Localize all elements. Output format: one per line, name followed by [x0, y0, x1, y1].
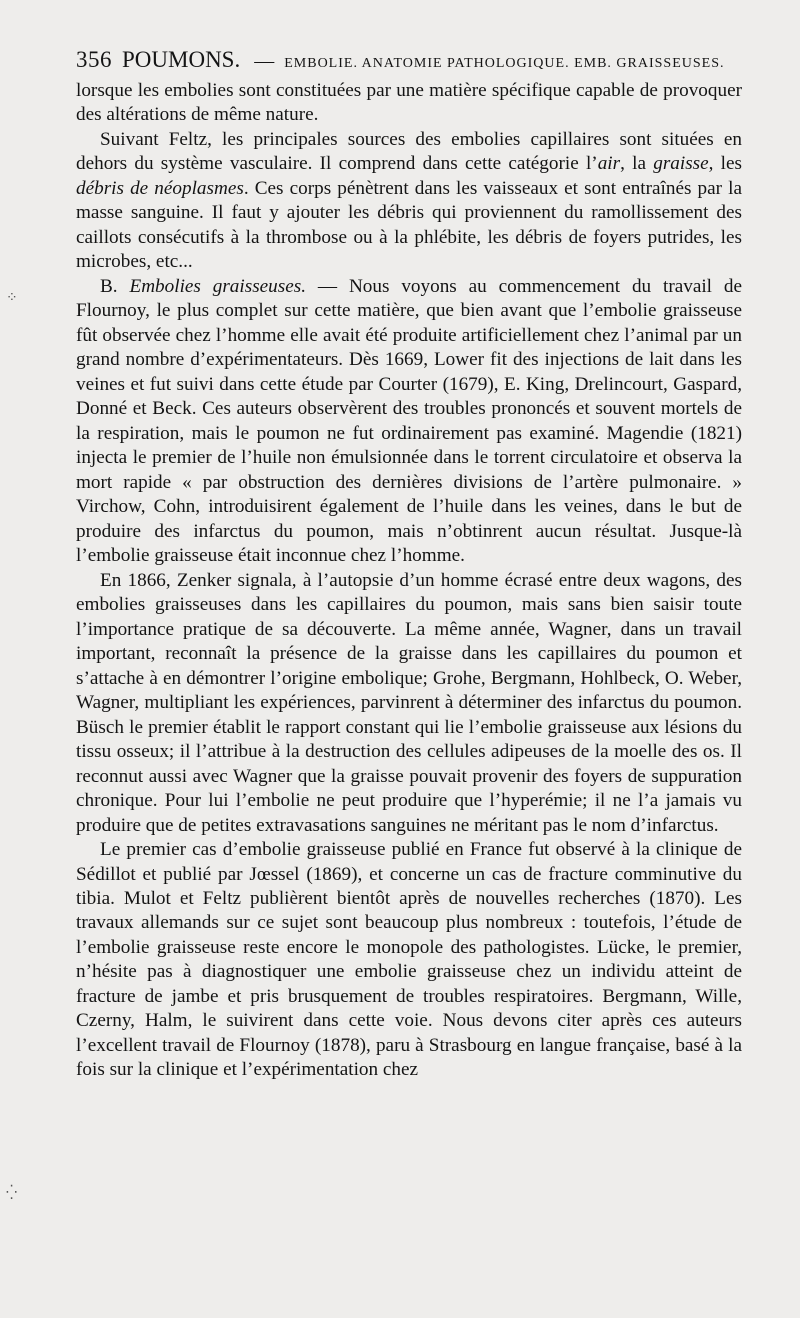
paragraph-2	[76, 128, 742, 275]
paragraph-3-text-a: B.	[100, 275, 130, 297]
italic-graisse: graisse	[653, 153, 709, 175]
paragraph-2-text-c: , les	[708, 153, 743, 175]
paragraph-2-text-d: . Ces corps pénètrent dans les vaisseaux et sont entraînés par la masse sanguine. Il faut y ajouter les débris qui proviennent du ramollissement des caillots consécutifs à la thrombose ou à la phlébite, les débris de foyers putrides, les microbes, etc...	[76, 177, 742, 273]
paragraph-5: Le premier cas d’embolie graisseuse publié en France fut observé à la clinique de Sédillot et publié par Jœssel (1869), et concerne un cas de fracture comminutive du tibia. Mulot et Feltz publièrent bientôt après de nouvelles recherches (1870). Les travaux allemands sur ce sujet sont beaucoup plus nombreux : toutefois, l’étude de l’embolie graisseuse reste encore le monopole des pathologistes. Lücke, le premier, n’hésite pas à diagnostiquer une embolie graisseuse chez un individu atteint de fracture de jambe et pris brusquement de troubles respiratoires. Bergmann, Wille, Czerny, Halm, le suivirent dans cette voie. Nous devons citer après ces auteurs l’excellent travail de Flournoy (1878), paru à Strasbourg en langue française, basé à la fois sur la clinique et l’expérimentation chez	[76, 839, 742, 1081]
header-subtitle: EMBOLIE. ANATOMIE PATHOLOGIQUE. EMB. GRAISSEUSES.	[284, 56, 725, 71]
paragraph-2-text-b: , la	[620, 153, 654, 175]
paragraph-4: En 1866, Zenker signala, à l’autopsie d’un homme écrasé entre deux wagons, des embolies graisseuses dans les capillaires du poumon, mais sans bien saisir toute l’importance pratique de sa découverte. La même année, Wagner, dans un travail important, reconnaît la présence de la graisse dans les capillaires du poumon et s’attache à en démontrer l’origine embolique; Grohe, Bergmann, Hohlbeck, O. Weber, Wagner, multipliant les expériences, parvinrent à déterminer des infarctus du poumon. Büsch le premier établit le rapport constant qui lie l’embolie graisseuse aux lésions du tissu osseux; il l’attribue à la destruction des cellules adipeuses de la moelle des os. Il reconnut aussi avec Wagner que la graisse pouvait provenir des foyers de suppuration chronique. Pour lui l’embolie ne peut produire que l’hyperémie; il ne l’a jamais vu produire que de petites extravasations sanguines ne méritant pas le nom d’infarctus.	[76, 569, 742, 836]
header-dash: —	[254, 50, 275, 72]
paragraph-2-text-a: Suivant Feltz, les principales sources des embolies capillaires sont situées en dehors du système vasculaire. Il comprend dans cette catégorie l’	[76, 128, 742, 175]
body-text	[76, 79, 742, 1083]
paragraph-1: lorsque les embolies sont constituées par une matière spécifique capable de provoquer des altérations de même nature.	[76, 80, 742, 126]
italic-debris: débris de néoplasmes	[76, 177, 244, 199]
page-number: 356	[76, 47, 112, 72]
paragraph-3	[76, 275, 742, 569]
section-title: POUMONS.	[122, 47, 241, 72]
running-header	[76, 44, 756, 76]
paragraph-3-text-b: — Nous voyons au commencement du travail de Flournoy, le plus complet sur cette matière, que bien avant que l’embolie graisseuse fût observée chez l’homme elle avait été produite artificiellement chez l’animal par un grand nombre d’expérimentateurs. Dès 1669, Lower fit des injections de lait dans les veines et fut suivi dans cette étude par Courter (1679), E. King, Drelincourt, Gaspard, Donné et Beck. Ces auteurs observèrent des troubles prononcés et souvent mortels de la respiration, mais le poumon ne fut ordinairement pas examiné. Magendie (1821) injecta le premier de l’huile non émulsionnée dans le torrent circulatoire et observa la mort rapide « par obstruction des dernières divisions de l’artère pulmonaire. » Virchow, Cohn, introduisirent également de l’huile dans les veines, dans le but de produire des infarctus du poumon, mais n’obtinrent aucun résultat. Jusque-là l’embolie graisseuse était inconnue chez l’homme.	[76, 275, 742, 567]
italic-air: air	[597, 153, 621, 175]
margin-smudge-mark: ⁛	[6, 1185, 18, 1201]
margin-smudge-mark: ⁘	[6, 290, 18, 306]
italic-embolies-graisseuses: Embolies graisseuses.	[129, 275, 307, 297]
